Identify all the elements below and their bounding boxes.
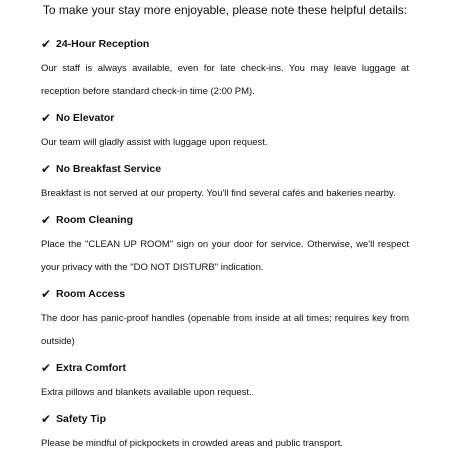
section-heading <box>41 287 409 301</box>
section-heading <box>41 412 409 426</box>
section-text: Our team will gladly assist with luggage upon request. <box>41 137 268 148</box>
section-heading <box>41 361 409 375</box>
section-text: Breakfast is not served at our property. You'll find several cafés and bakeries nearby. <box>41 188 396 199</box>
section-24-hour-reception <box>41 37 409 103</box>
section-title: Safety Tip <box>56 413 106 425</box>
section-text: Please be mindful of pickpockets in crowded areas and public transport. <box>41 438 344 449</box>
section-extra-comfort <box>41 361 409 404</box>
section-text: The door has panic-proof handles (openable from inside at all times; requires key from outside) <box>41 313 409 347</box>
checkmark-icon: ✔ <box>41 213 52 227</box>
intro-text: To make your stay more enjoyable, please note these helpful details: <box>42 3 408 17</box>
checkmark-icon: ✔ <box>41 412 52 426</box>
section-heading <box>41 213 409 227</box>
section-title: Room Cleaning <box>56 214 134 226</box>
section-title: Extra Comfort <box>56 362 127 374</box>
section-text: Place the "CLEAN UP ROOM" sign on your door for service. Otherwise, we'll respect your privacy with the "DO NOT DISTURB" indication. <box>41 239 409 273</box>
section-room-access <box>41 287 409 353</box>
section-title: No Elevator <box>56 112 115 124</box>
checkmark-icon: ✔ <box>41 37 52 51</box>
checkmark-icon: ✔ <box>41 111 52 125</box>
section-title: Room Access <box>56 288 126 300</box>
section-room-cleaning <box>41 213 409 279</box>
section-no-breakfast-service <box>41 162 409 205</box>
section-safety-tip <box>41 412 409 455</box>
section-heading <box>41 37 409 51</box>
section-no-elevator <box>41 111 409 154</box>
section-text: Extra pillows and blankets available upon request. <box>41 387 252 398</box>
section-text: Our staff is always available, even for late check-ins. You may leave luggage at reception before standard check-in time (2:00 PM). <box>41 63 409 97</box>
section-title: 24-Hour Reception <box>56 38 150 50</box>
checkmark-icon: ✔ <box>41 287 52 301</box>
checkmark-icon: ✔ <box>41 162 52 176</box>
section-title: No Breakfast Service <box>56 163 162 175</box>
checkmark-icon: ✔ <box>41 361 52 375</box>
section-heading <box>41 162 409 176</box>
section-heading <box>41 111 409 125</box>
